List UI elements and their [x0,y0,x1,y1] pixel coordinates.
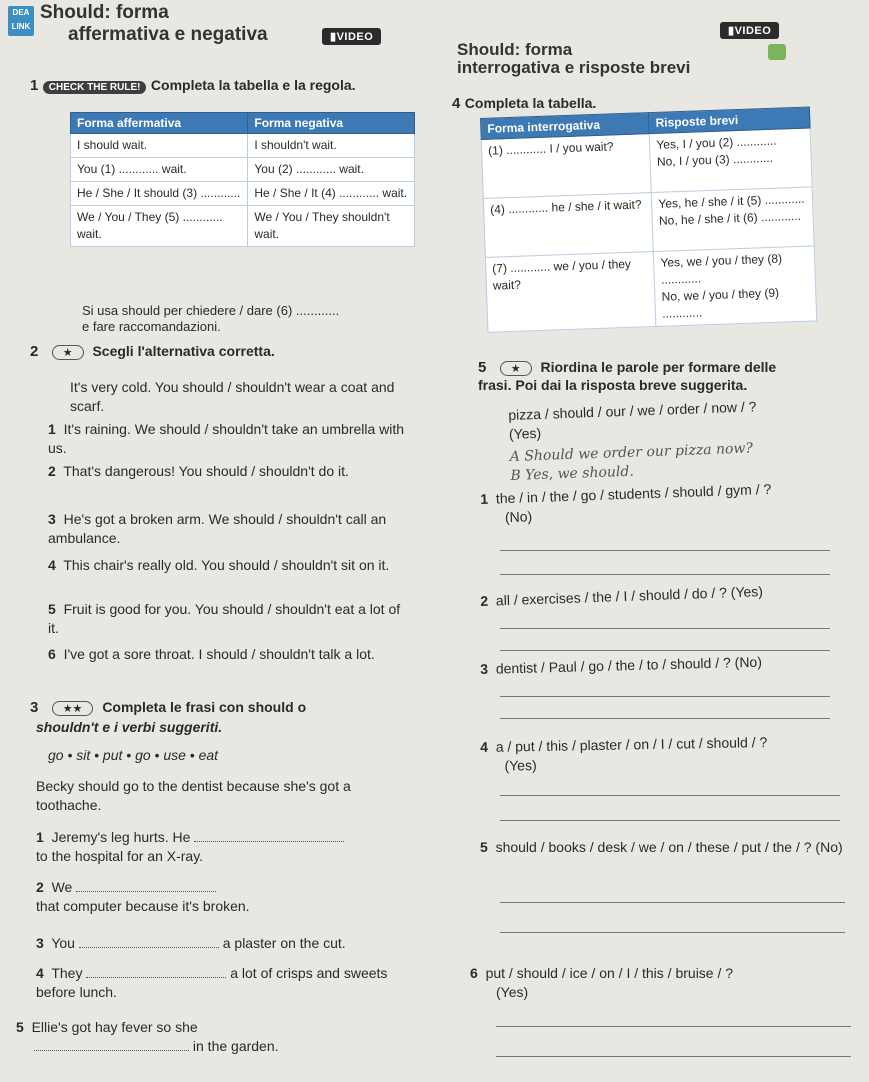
ex4-table [480,106,817,332]
ex1-header-negative: Forma negativa [248,113,415,134]
ex2-item-4[interactable]: 4 This chair's really old. You should / shouldn't sit on it. [48,557,390,573]
ex4-cell-blank-2-3[interactable]: Yes, I / you (2) ............ No, I / you (3) ............ [649,128,812,193]
ex5-answer-line-1a[interactable] [500,550,830,551]
title-right-line1: Should: forma [457,40,573,59]
ex1-cell-blank-5[interactable]: We / You / They (5) ............ wait. [71,206,248,247]
ex5-answer-line-3a[interactable] [500,696,830,697]
ex5-item-3[interactable]: 3 dentist / Paul / go / the / to / should / ? (No) [480,653,763,677]
ex4-number: 4 [452,95,461,112]
title-left-line1: Should: forma [40,2,169,23]
ex1-rule-line2: e fare raccomandazioni. [82,319,221,334]
ex5-answer-line-4a[interactable] [500,795,840,796]
ex5-example-answer-b: B Yes, we should. [510,463,635,484]
ex2-heading [30,342,275,361]
ex5-example [508,394,851,486]
check-rule-badge: CHECK THE RULE! [43,81,147,94]
ex5-item-1[interactable]: 1 the / in / the / go / students / should / gym / ? (No) [480,480,772,526]
ex3-item-2[interactable]: 2 We that computer because it's broken. [36,879,250,914]
ex5-answer-line-3b[interactable] [500,718,830,719]
ex3-example: Becky should go to the dentist because she's got a toothache. [36,778,351,813]
ex2-example: It's very cold. You should / shouldn't wear a coat and scarf. [70,379,395,414]
ex5-item-5[interactable]: 5 should / books / desk / we / on / these / put / the / ? (No) [480,839,843,855]
ex5-heading [478,358,776,377]
ex4-cell-blank-4[interactable]: (4) ............ he / she / it wait? [483,193,653,258]
ex3-blank-1[interactable] [194,841,344,842]
title-right-line2: interrogativa e risposte brevi [457,58,691,77]
ex2-stars: ★ [52,345,84,360]
video-button-right[interactable]: ▮VIDEO [720,22,779,39]
ex5-example-answer-a: A Should we order our pizza now? [509,440,754,465]
ex5-item-4[interactable]: 4 a / put / this / plaster / on / I / cut / should / ? (Yes) [480,733,768,774]
ex3-item-1[interactable]: 1 Jeremy's leg hurts. He to the hospital for an X-ray. [36,828,416,866]
ex5-answer-line-4b[interactable] [500,820,840,821]
video-button-left[interactable]: ▮VIDEO [322,28,381,45]
ex4-cell-blank-1[interactable]: (1) ............ I / you wait? [481,134,651,199]
ex5-instruction-line1: Riordina le parole per formare delle [540,359,777,375]
ex5-answer-line-2a[interactable] [500,628,830,629]
ex3-stars: ★★ [52,701,94,716]
ex3-blank-3[interactable] [79,947,219,948]
ex4-header-short-answers: Risposte brevi [649,107,810,134]
ex5-answer-line-1b[interactable] [500,574,830,575]
ex1-cell-blank-4[interactable]: He / She / It (4) ............ wait. [248,182,415,206]
ex1-cell-blank-3[interactable]: He / She / It should (3) ............ [71,182,248,206]
ex2-item-2[interactable]: 2 That's dangerous! You should / shouldn't do it. [48,463,349,479]
video-label: VIDEO [336,31,374,43]
ex3-number: 3 [30,699,39,716]
ex1-cell-blank-1[interactable]: You (1) ............ wait. [71,158,248,182]
ex2-number: 2 [30,343,39,360]
ex5-answer-line-6a[interactable] [496,1026,851,1027]
ex2-instruction: Scegli l'alternativa corretta. [92,343,275,359]
ex5-item-6[interactable]: 6 put / should / ice / on / I / this / bruise / ? (Yes) [470,965,734,1000]
ex2-item-5[interactable]: 5 Fruit is good for you. You should / shouldn't eat a lot of it. [48,601,401,636]
ex5-answer-line-5a[interactable] [500,902,845,903]
ex1-table [70,112,415,247]
ex1-rule-line1[interactable]: Si usa should per chiedere / dare (6) ............ [82,303,340,318]
ex3-instruction-line1: Completa le frasi con should o [102,699,307,715]
ex2-item-6[interactable]: 6 I've got a sore throat. I should / shouldn't talk a lot. [48,646,375,662]
ex5-item-2[interactable]: 2 all / exercises / the / I / should / do / ? (Yes) [480,583,764,609]
ex5-answer-line-5b[interactable] [500,932,845,933]
ex5-stars: ★ [500,361,532,376]
ex5-answer-line-6b[interactable] [496,1056,851,1057]
ex3-blank-5[interactable] [34,1050,189,1051]
ex1-cell: I should wait. [71,134,248,158]
title-left-line2: affermativa e negativa [68,24,268,45]
ex3-heading [30,698,306,717]
ex4-cell-blank-7[interactable]: (7) ............ we / you / they wait? [485,252,656,333]
ex4-heading [452,94,596,113]
ex5-instruction-line2: frasi. Poi dai la risposta breve suggerita. [478,377,748,393]
ex2-item-3[interactable]: 3 He's got a broken arm. We should / shouldn't call an ambulance. [48,511,387,546]
audio-icon[interactable] [768,44,786,60]
ex5-example-hint: (Yes) [508,424,542,442]
ex5-answer-line-2b[interactable] [500,650,830,651]
ex4-cell-blank-5-6[interactable]: Yes, he / she / it (5) ............ No, he / she / it (6) ............ [652,187,815,252]
ex3-item-3[interactable]: 3 You a plaster on the cut. [36,935,346,951]
ex1-instruction: Completa la tabella e la regola. [150,77,356,93]
video-label-right: VIDEO [734,25,772,37]
ex5-example-words: pizza / should / our / we / order / now / ? [508,398,757,423]
dea-link-logo: DEA LINK [8,6,34,36]
ex3-item-4[interactable]: 4 They a lot of crisps and sweets before lunch. [36,965,388,1000]
ex4-cell-blank-8-9[interactable]: Yes, we / you / they (8) ............ No, we / you / they (9) ............ [654,246,817,327]
ex3-blank-2[interactable] [76,891,216,892]
ex1-cell: I shouldn't wait. [248,134,415,158]
ex1-header-affirmative: Forma affermativa [71,113,248,134]
ex3-item-5[interactable]: 5 Ellie's got hay fever so she in the garden. [16,1019,279,1054]
ex1-cell: We / You / They shouldn't wait. [248,206,415,247]
ex4-instruction: Completa la tabella. [464,95,597,111]
ex3-instruction-line2: shouldn't e i verbi suggeriti. [36,719,223,735]
ex3-blank-4[interactable] [86,977,226,978]
ex1-cell-blank-2[interactable]: You (2) ............ wait. [248,158,415,182]
ex1-number: 1 [30,77,39,94]
ex2-item-1[interactable]: 1 It's raining. We should / shouldn't take an umbrella with us. [48,421,405,456]
ex4-header-interrogative: Forma interrogativa [481,113,650,140]
ex3-verb-list: go • sit • put • go • use • eat [48,747,219,763]
ex5-number: 5 [478,359,487,376]
ex1-heading [30,76,430,95]
